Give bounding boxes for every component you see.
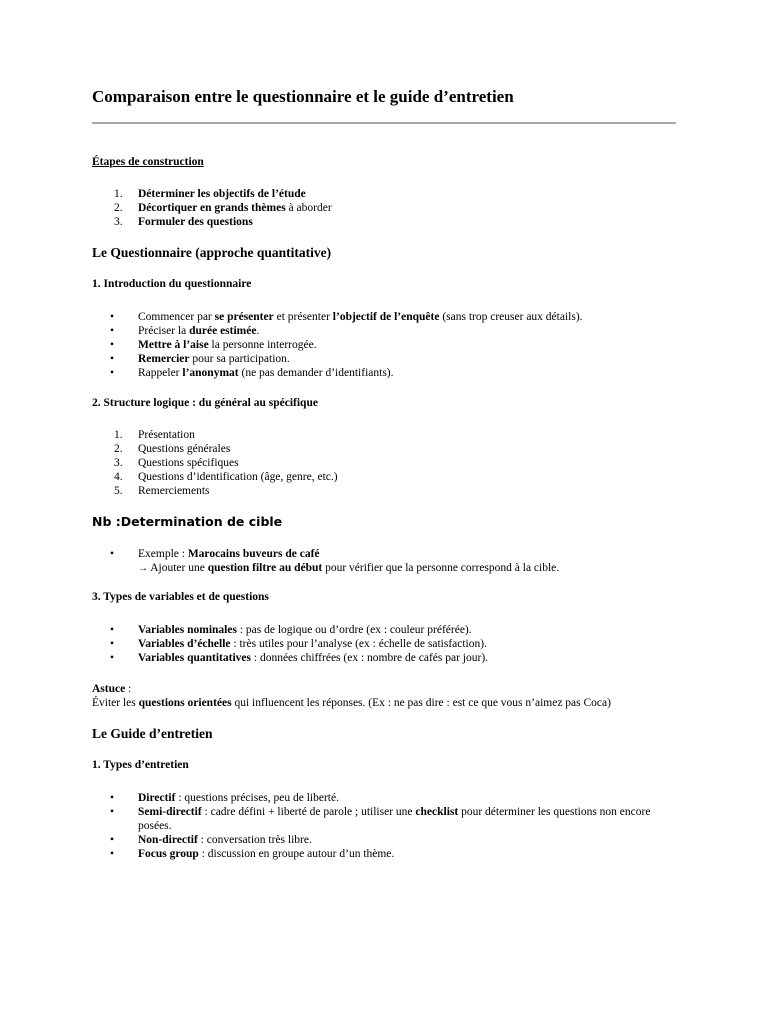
section-heading-questionnaire: Le Questionnaire (approche quantitative)	[92, 245, 332, 260]
astuce-label: Astuce :	[92, 683, 132, 695]
section-heading-guide: Le Guide d’entretien	[92, 726, 213, 741]
astuce-text: Éviter les questions orientées qui influencent les réponses. (Ex : ne pas dire : est ce que vous n’aimez pas Coca)	[92, 697, 611, 709]
bullet-icon: •	[110, 548, 115, 560]
bullet-icon: •	[110, 638, 115, 650]
section-heading-etapes: Étapes de construction	[92, 156, 204, 168]
bullet-icon: •	[110, 652, 115, 664]
subsection-heading-intro: 1. Introduction du questionnaire	[92, 278, 252, 290]
bullet-icon: •	[110, 848, 115, 860]
bullet-icon: •	[110, 353, 115, 365]
subsection-heading-guide-types: 1. Types d’entretien	[92, 759, 189, 771]
page-title: Comparaison entre le questionnaire et le guide d’entretien	[92, 87, 514, 106]
bullet-icon: •	[110, 339, 115, 351]
bullet-icon: •	[110, 624, 115, 636]
bullet-icon: •	[110, 325, 115, 337]
bullet-icon: •	[110, 311, 115, 323]
bullet-icon: •	[110, 834, 115, 846]
subsection-heading-structure: 2. Structure logique : du général au spécifique	[92, 397, 318, 409]
section-heading-nb: Nb :Determination de cible	[92, 514, 283, 529]
bullet-icon: •	[110, 792, 115, 804]
arrow-right-icon: →	[138, 563, 148, 574]
title-divider	[92, 122, 676, 124]
subsection-heading-types: 3. Types de variables et de questions	[92, 591, 269, 603]
bullet-icon: •	[110, 806, 115, 818]
bullet-icon: •	[110, 367, 115, 379]
